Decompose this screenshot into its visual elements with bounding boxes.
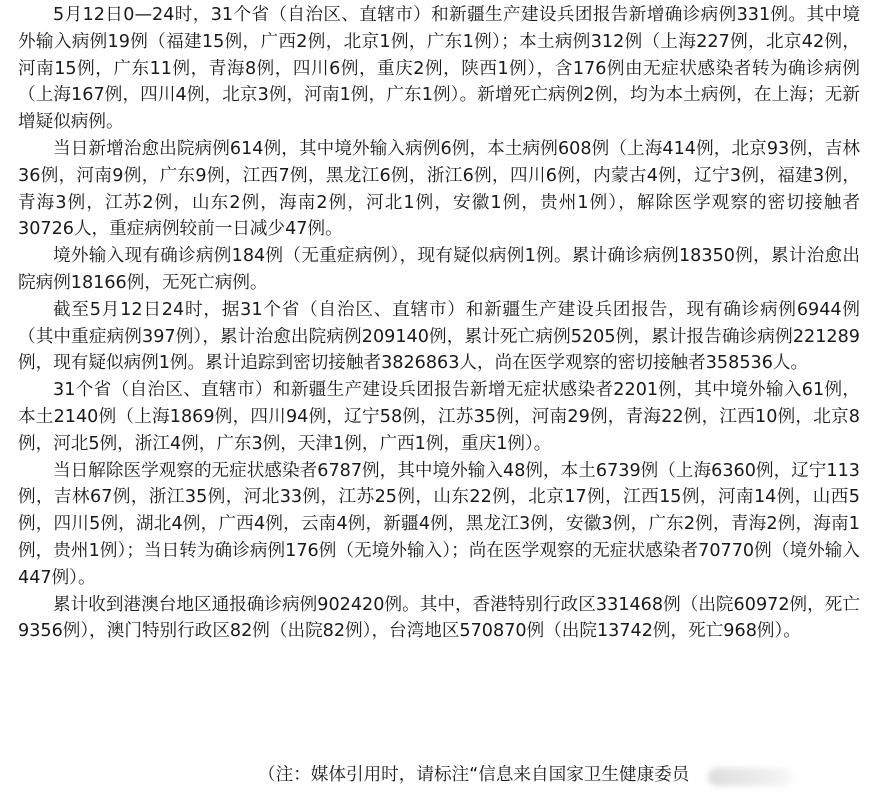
report-body bbox=[18, 2, 860, 645]
paragraph-asymptomatic-new: 31个省（自治区、直辖市）和新疆生产建设兵团报告新增无症状感染者2201例，其中境外输入61例，本土2140例（上海1869例，四川94例，辽宁58例，江苏35例，河南29例，青海22例，江西10例，北京8例，河北5例，浙江4例，广东3例，天津1例，广西1例，重庆1例）。 bbox=[18, 380, 860, 454]
paragraph-new-confirmed: 5月12日0—24时，31个省（自治区、直辖市）和新疆生产建设兵团报告新增确诊病例331例。其中境外输入病例19例（福建15例，广西2例，北京1例，广东1例）；本土病例312例（上海227例，北京42例，河南15例，广东11例，青海8例，四川6例，重庆2例，陕西1例），含176例由无症状感染者转为确诊病例（上海167例，四川4例，北京3例，河南1例，广东1例）。新增死亡病例2例，均为本土病例，在上海；无新增疑似病例。 bbox=[18, 5, 860, 133]
paragraph-recovered: 当日新增治愈出院病例614例，其中境外输入病例6例，本土病例608例（上海414例，北京93例，吉林36例，河南9例，广东9例，江西7例，黑龙江6例，浙江6例，四川6例，内蒙古4例，辽宁3例，福建3例，青海3例，江苏2例，山东2例，海南2例，河北1例，安徽1例，贵州1例），解除医学观察的密切接触者30726人，重症病例较前一日减少47例。 bbox=[18, 138, 860, 240]
blurred-region bbox=[708, 768, 798, 786]
paragraph-imported: 境外输入现有确诊病例184例（无重症病例），现有疑似病例1例。累计确诊病例18350例，累计治愈出院病例18166例，无死亡病例。 bbox=[18, 246, 860, 293]
footer-note: （注：媒体引用时，请标注“信息来自国家卫生健康委员 bbox=[258, 765, 690, 785]
paragraph-cumulative: 截至5月12日24时，据31个省（自治区、直辖市）和新疆生产建设兵团报告，现有确诊病例6944例（其中重症病例397例），累计治愈出院病例209140例，累计死亡病例5205例，累计报告确诊病例221289例，现有疑似病例1例。累计追踪到密切接触者3826863人，尚在医学观察的密切接触者358536人。 bbox=[18, 299, 860, 374]
paragraph-hk-macao-taiwan: 累计收到港澳台地区通报确诊病例902420例。其中，香港特别行政区331468例（出院60972例，死亡9356例），澳门特别行政区82例（出院82例），台湾地区570870例（出院13742例，死亡968例）。 bbox=[18, 594, 860, 642]
paragraph-asymptomatic-released: 当日解除医学观察的无症状感染者6787例，其中境外输入48例，本土6739例（上海6360例，辽宁113例，吉林67例，浙江35例，河北33例，江苏25例，山东22例，北京17例，江西15例，河南14例，山西5例，四川5例，湖北4例，广西4例，云南4例，新疆4例，黑龙江3例，安徽3例，广东2例，青海2例，海南1例，贵州1例）；当日转为确诊病例176例（无境外输入）；尚在医学观察的无症状感染者70770例（境外输入447例）。 bbox=[18, 460, 860, 588]
